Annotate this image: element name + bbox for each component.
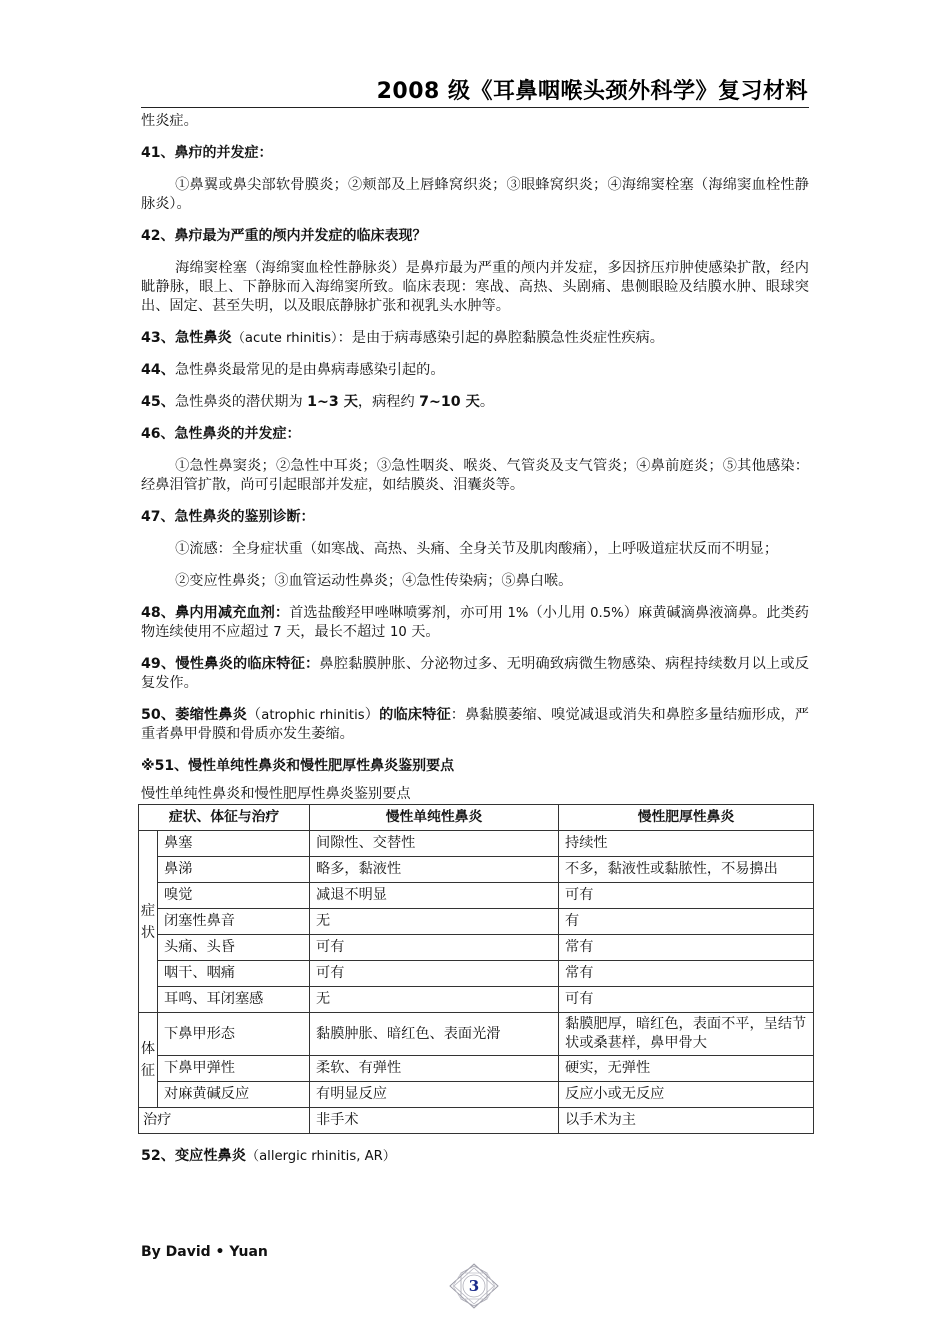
table-row <box>139 935 814 961</box>
table-header-cell: 慢性单纯性鼻炎 <box>310 805 559 831</box>
q51-title: ※51、慢性单纯性鼻炎和慢性肥厚性鼻炎鉴别要点 <box>141 758 455 774</box>
q45-num: 45、 <box>141 394 175 410</box>
q49-title: 49、慢性鼻炎的临床特征： <box>141 656 320 672</box>
table-cell: 硬实，无弹性 <box>559 1056 814 1082</box>
continued-text: 性炎症。 <box>141 113 198 129</box>
q46-title: 46、急性鼻炎的并发症： <box>141 426 301 442</box>
table-cell: 闭塞性鼻音 <box>158 909 310 935</box>
group-symptoms <box>139 831 158 1013</box>
q50-term2: 的临床特征 <box>379 707 451 723</box>
table-cell: 耳鸣、耳闭塞感 <box>158 987 310 1013</box>
q47-body-1: ①流感：全身症状重（如寒战、高热、头痛、全身关节及肌肉酸痛），上呼吸道症状反而不明显； <box>175 541 779 557</box>
q48-text-d: 0.5% <box>590 606 624 621</box>
table-cell: 对麻黄碱反应 <box>158 1082 310 1108</box>
q52-en: （allergic rhinitis, AR） <box>245 1149 396 1164</box>
q44 <box>141 361 809 380</box>
page-number-badge <box>447 1263 501 1309</box>
group-char: 症 <box>140 902 156 919</box>
table-cell: 反应小或无反应 <box>559 1082 814 1108</box>
q48-title: 48、鼻内用减充血剂： <box>141 605 290 621</box>
q48-text-e: ）麻黄碱滴鼻液滴鼻。此类药物连续使用不应超过 <box>141 605 809 640</box>
table-cell: 下鼻甲形态 <box>158 1013 310 1056</box>
table-cell: 常有 <box>559 961 814 987</box>
table-cell: 可有 <box>559 883 814 909</box>
table-row <box>139 961 814 987</box>
q48-text-h: 10 <box>389 625 407 640</box>
table-cell: 减退不明显 <box>310 883 559 909</box>
q50-en: atrophic rhinitis <box>261 708 365 723</box>
table-header-row <box>139 805 814 831</box>
q45-text-c: ，病程约 <box>357 394 420 410</box>
q52 <box>141 1147 809 1166</box>
q41-title: 41、鼻疖的并发症： <box>141 145 273 161</box>
table-row <box>139 831 814 857</box>
q48-text-i: 天。 <box>406 624 440 640</box>
q50-num: 50、 <box>141 707 176 723</box>
table-cell: 黏膜肥厚，暗红色，表面不平，呈结节状或桑葚样，鼻甲骨大 <box>559 1013 814 1056</box>
q48-text-g: 天，最长不超过 <box>281 624 390 640</box>
table-cell: 治疗 <box>139 1108 310 1134</box>
header-rule <box>141 107 809 108</box>
table-caption: 慢性单纯性鼻炎和慢性肥厚性鼻炎鉴别要点 <box>141 786 411 802</box>
q42-title: 42、鼻疖最为严重的颅内并发症的临床表现？ <box>141 228 427 244</box>
q49-body: 鼻腔黏膜肿胀、分泌物过多、无明确致病微生物感染、病程持续数月以上或反复发作。 <box>141 656 809 691</box>
table-row <box>139 1013 814 1056</box>
table-cell: 非手术 <box>310 1108 559 1134</box>
q48 <box>141 604 809 642</box>
q48-text-f: 7 <box>273 625 282 640</box>
table-cell: 嗅觉 <box>158 883 310 909</box>
table-cell: 间隙性、交替性 <box>310 831 559 857</box>
table-cell: 柔软、有弹性 <box>310 1056 559 1082</box>
q45 <box>141 393 809 412</box>
header-title: 2008 级《耳鼻咽喉头颈外科学》复习材料 <box>376 79 808 104</box>
q48-text-b: 1% <box>507 606 529 621</box>
q43-body: ：是由于病毒感染引起的鼻腔黏膜急性炎症性疾病。 <box>337 330 664 346</box>
q52-num: 52、 <box>141 1148 175 1164</box>
q49 <box>141 655 809 693</box>
page-number: 3 <box>468 1277 480 1295</box>
q50-paren-close: ） <box>364 707 380 723</box>
q50-body: ：鼻黏膜萎缩、嗅觉减退或消失和鼻腔多量结痂形成，严重者鼻甲骨膜和骨质亦发生萎缩。 <box>141 707 809 742</box>
group-char: 征 <box>140 1063 156 1079</box>
table-row <box>139 987 814 1013</box>
q45-text-d: 7~10 天 <box>419 394 480 410</box>
table-row <box>139 1082 814 1108</box>
table-cell: 下鼻甲弹性 <box>158 1056 310 1082</box>
q46-body: ①急性鼻窦炎；②急性中耳炎；③急性咽炎、喉炎、气管炎及支气管炎；④鼻前庭炎；⑤其他感染：经鼻泪管扩散，尚可引起眼部并发症，如结膜炎、泪囊炎等。 <box>141 458 809 493</box>
group-char: 体 <box>140 1041 156 1057</box>
q41-body: ①鼻翼或鼻尖部软骨膜炎；②颊部及上唇蜂窝织炎；③眼蜂窝织炎；④海绵窦栓塞（海绵窦血栓性静脉炎）。 <box>141 177 809 212</box>
table-cell: 可有 <box>310 935 559 961</box>
table-cell: 黏膜肿胀、暗红色、表面光滑 <box>310 1013 559 1056</box>
q45-text-e: 。 <box>479 394 495 410</box>
q47-body-2: ②变应性鼻炎；③血管运动性鼻炎；④急性传染病；⑤鼻白喉。 <box>175 573 573 589</box>
table-cell: 有明显反应 <box>310 1082 559 1108</box>
table-row <box>139 1108 814 1134</box>
table-cell: 不多，黏液性或黏脓性，不易擤出 <box>559 857 814 883</box>
group-char: 状 <box>140 924 156 941</box>
table-row <box>139 1056 814 1082</box>
table-cell: 头痛、头昏 <box>158 935 310 961</box>
q43-en: （acute rhinitis） <box>231 331 338 346</box>
table-cell: 咽干、咽痛 <box>158 961 310 987</box>
table-cell: 持续性 <box>559 831 814 857</box>
q43-num: 43、 <box>141 330 175 346</box>
q42-body: 海绵窦栓塞（海绵窦血栓性静脉炎）是鼻疖最为严重的颅内并发症，多因挤压疖肿使感染扩散，经内眦静脉，眼上、下静脉而入海绵窦所致。临床表现：寒战、高热、头剧痛、患侧眼睑及结膜水肿、眼球突出、固定、甚至失明，以及眼底静脉扩张和视乳头水肿等。 <box>141 260 809 314</box>
comparison-table <box>138 804 814 1134</box>
q45-text-b: 1~3 天 <box>307 394 358 410</box>
content <box>141 112 809 1166</box>
table-row <box>139 883 814 909</box>
table-header-cell: 症状、体征与治疗 <box>139 805 310 831</box>
table-cell: 无 <box>310 987 559 1013</box>
q50-paren-open: （ <box>246 707 262 723</box>
table-header-cell: 慢性肥厚性鼻炎 <box>559 805 814 831</box>
q47-title: 47、急性鼻炎的鉴别诊断： <box>141 509 315 525</box>
q44-body: 急性鼻炎最常见的是由鼻病毒感染引起的。 <box>174 362 445 378</box>
table-cell: 常有 <box>559 935 814 961</box>
group-signs <box>139 1013 158 1108</box>
q50-term: 萎缩性鼻炎 <box>175 707 247 723</box>
q48-text-c: （小儿用 <box>528 605 591 621</box>
table-cell: 可有 <box>310 961 559 987</box>
table-cell: 以手术为主 <box>559 1108 814 1134</box>
q48-text-a: 首选盐酸羟甲唑啉喷雾剂，亦可用 <box>289 605 508 621</box>
q50 <box>141 706 809 744</box>
q45-text-a: 急性鼻炎的潜伏期为 <box>174 394 308 410</box>
q43 <box>141 329 809 348</box>
table-cell: 无 <box>310 909 559 935</box>
table-cell: 有 <box>559 909 814 935</box>
table-cell: 鼻塞 <box>158 831 310 857</box>
footer-author: By David • Yuan <box>141 1244 268 1260</box>
table-cell: 略多，黏液性 <box>310 857 559 883</box>
q52-term: 变应性鼻炎 <box>174 1148 246 1164</box>
table-row <box>139 909 814 935</box>
q44-num: 44、 <box>141 362 175 378</box>
table-row <box>139 857 814 883</box>
q43-term: 急性鼻炎 <box>174 330 232 346</box>
table-cell: 可有 <box>559 987 814 1013</box>
table-cell: 鼻涕 <box>158 857 310 883</box>
